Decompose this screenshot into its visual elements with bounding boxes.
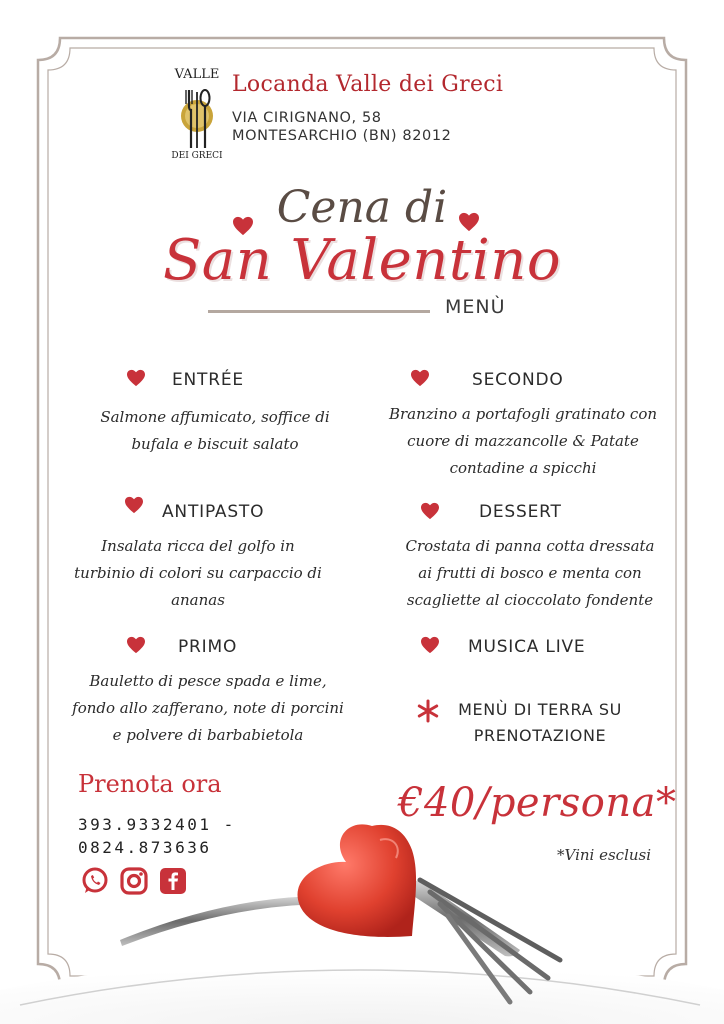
heart-icon [420,636,440,654]
instagram-icon[interactable] [119,866,149,896]
heart-icon [124,496,144,514]
svg-text:VALLE: VALLE [174,67,220,82]
menu-label: MENÙ [445,296,506,318]
restaurant-name: Locanda Valle dei Greci [232,72,504,97]
section-text-antipasto: Insalata ricca del golfo in turbinio di colori su carpaccio di ananas [74,537,322,609]
asterisk-icon [416,699,440,723]
section-title-entree: ENTRÉE [172,370,244,390]
section-title-primo: PRIMO [178,637,238,657]
title-cena-di: Cena di [276,182,448,233]
phone-number-mobile[interactable]: 393.9332401 - [78,815,236,834]
phone-number-landline[interactable]: 0824.873636 [78,838,212,857]
price-per-person: €40/persona* [398,780,677,826]
address-city: MONTESARCHIO (BN) 82012 [232,128,452,144]
section-title-antipasto: ANTIPASTO [162,502,265,522]
title-divider [208,310,430,313]
section-text-dessert: Crostata di panna cotta dressata ai frutti di bosco e menta con scagliette al cioccolato fondente [405,537,655,609]
svg-text:DEI GRECI: DEI GRECI [171,151,223,161]
section-title-dessert: DESSERT [479,502,562,522]
restaurant-logo [168,62,226,162]
heart-icon [410,369,430,387]
menu-terra-note: MENÙ DI TERRA SU PRENOTAZIONE [458,700,622,745]
section-text-primo: Bauletto di pesce spada e lime, fondo allo zafferano, note di porcini e polvere di barbabietola [72,672,344,744]
address-street: VIA CIRIGNANO, 58 [232,110,382,126]
prenota-ora-label: Prenota ora [78,770,222,798]
facebook-icon[interactable] [158,866,188,896]
title-san-valentino: San Valentino [162,228,562,293]
section-text-secondo: Branzino a portafogli gratinato con cuore di mazzancolle & Patate contadine a spicchi [388,405,658,477]
section-title-musica-live: MUSICA LIVE [468,637,586,657]
wine-excluded-note: *Vini esclusi [557,846,652,864]
heart-icon [126,636,146,654]
heart-icon [126,369,146,387]
heart-icon [420,502,440,520]
section-text-entree: Salmone affumicato, soffice di bufala e biscuit salato [100,408,330,453]
section-title-secondo: SECONDO [472,370,564,390]
whatsapp-icon[interactable] [80,866,110,896]
